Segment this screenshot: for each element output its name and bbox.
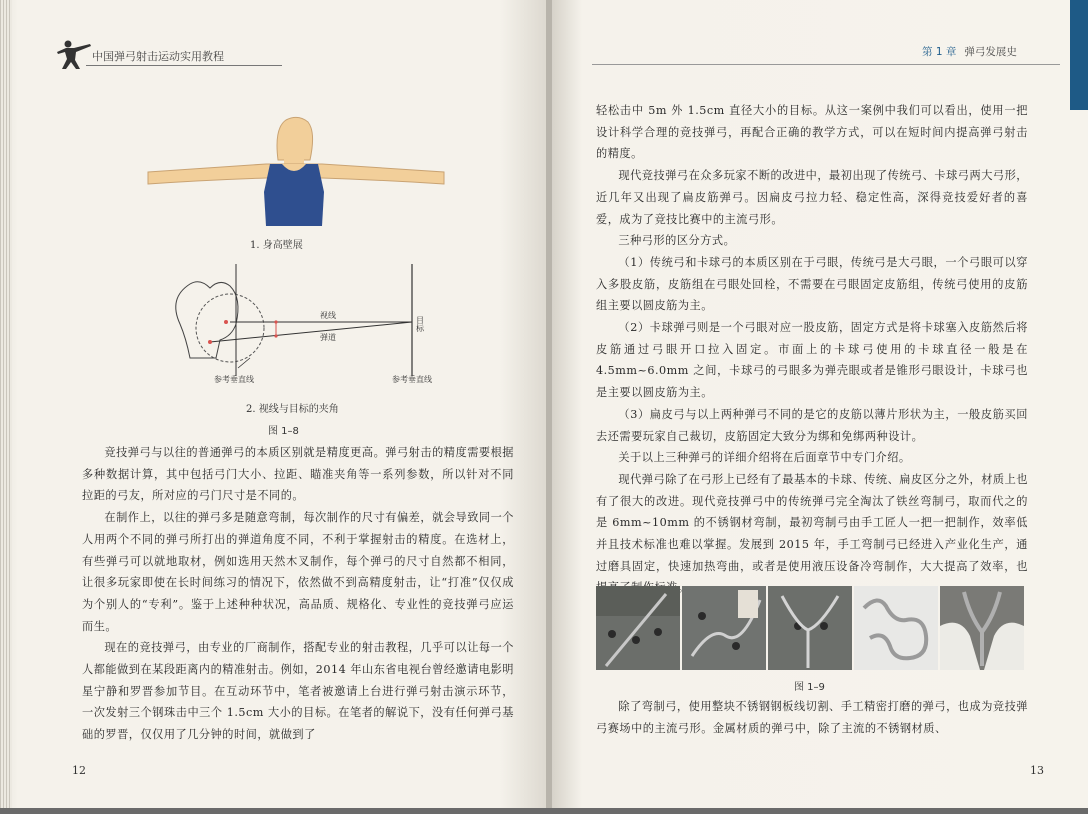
slingshot-bending-photos	[596, 586, 1026, 670]
right-body-text	[596, 100, 1028, 599]
ref-line-left-label: 参考垂直线	[214, 375, 254, 384]
paragraph: 三种弓形的区分方式。	[618, 234, 736, 248]
page-number-right: 13	[1030, 764, 1044, 777]
trajectory-label: 弹道	[320, 333, 336, 342]
page-number-left: 12	[72, 764, 86, 777]
bending-photo-2	[682, 586, 766, 670]
paragraph: 竞技弹弓与以往的普通弹弓的本质区别就是精度更高。弹弓射击的精度需要根据多种数据计算，其中包括弓门大小、拉距、瞄准夹角等一系列参数，所以针对不同拉距的弓友，所对应的弓门尺寸是不同的。	[82, 446, 514, 503]
bending-photo-5	[940, 586, 1024, 670]
right-running-header	[922, 44, 1017, 59]
target-label: 目标	[415, 316, 425, 332]
bending-photo-3	[768, 586, 852, 670]
header-rule	[86, 65, 282, 66]
paragraph: （2）卡球弹弓则是一个弓眼对应一股皮筋，固定方式是将卡球塞入皮筋然后将皮筋通过弓眼开口拉入固定。市面上的卡球弓使用的卡球直径一般是在 4.5mm~6.0mm 之间，卡球弓的弓眼多为弹壳眼或者是锥形弓眼设计，卡球弓也是主要以圆皮筋为主。	[596, 321, 1028, 400]
paragraph: 现代竞技弹弓在众多玩家不断的改进中，最初出现了传统弓、卡球弓两大弓形，近几年又出现了扁皮筋弹弓。因扁皮弓拉力轻、稳定性高，深得竞技爱好者的喜爱，成为了竞技比赛中的主流弓形。	[596, 169, 1028, 226]
paragraph: 关于以上三种弹弓的详细介绍将在后面章节中专门介绍。	[618, 451, 911, 465]
sightline-label: 视线	[320, 311, 336, 320]
sightline-diagram	[150, 258, 450, 386]
arm-span-illustration	[146, 108, 446, 228]
right-page	[552, 0, 1088, 808]
book-bottom-edge	[0, 808, 1088, 814]
paragraph: （1）传统弓和卡球弓的本质区别在于弓眼，传统弓是大弓眼，一个弓眼可以穿入多股皮筋，皮筋组在弓眼处回栓，不需要在弓眼固定皮筋组，传统弓使用的皮筋组主要以圆皮筋为主。	[596, 255, 1028, 313]
chapter-title: 弹弓发展史	[964, 46, 1017, 58]
chapter-number: 第 1 章	[922, 46, 957, 58]
page-edge-stack	[0, 0, 12, 808]
paragraph: 轻松击中 5m 外 1.5cm 直径大小的目标。从这一案例中我们可以看出，使用一把设计科学合理的竞技弹弓，再配合正确的教学方式，可以在短时间内提高弹弓射击的精度。	[596, 104, 1028, 161]
ref-line-right-label: 参考垂直线	[392, 375, 432, 384]
bending-photo-4	[854, 586, 938, 670]
paragraph: 在制作上，以往的弹弓多是随意弯制，每次制作的尺寸有偏差，就会导致同一个人用两个不同的弹弓所打出的弹道角度不同，不利于掌握射击的精度。在选材上，有些弹弓可以就地取材，例如选用天然木叉制作，每个弹弓的尺寸自然都不相同，让很多玩家即使在长时间练习的情况下，依然做不到高精度射击，让“打准”仅仅成为个别人的“专利”。鉴于上述种种状况，高品质、规格化、专业性的竞技弹弓应运而生。	[82, 511, 514, 633]
left-running-header	[56, 38, 246, 68]
figure-caption-arm-span: 1. 身高壁展	[250, 240, 303, 251]
figure-number-1-8: 图 1–8	[268, 426, 299, 437]
paragraph: 除了弯制弓，使用整块不锈钢钢板线切割、手工精密打磨的弹弓，也成为竞技弹弓赛场中的主流弓形。金属材质的弹弓中，除了主流的不锈钢材质、	[596, 700, 1028, 735]
left-page	[0, 0, 548, 808]
figure-number-1-9: 图 1–9	[794, 682, 825, 693]
header-rule	[592, 64, 1060, 65]
left-body-text	[82, 442, 514, 746]
figure-caption-sightline: 2. 视线与目标的夹角	[246, 404, 339, 415]
paragraph: （3）扁皮弓与以上两种弹弓不同的是它的皮筋以薄片形状为主，一般皮筋买回去还需要玩家自己裁切，皮筋固定大致分为绑和免绑两种设计。	[596, 407, 1028, 443]
right-body-text-bottom	[596, 696, 1028, 739]
paragraph: 现代弹弓除了在弓形上已经有了最基本的卡球、传统、扁皮区分之外，材质上也有了很大的改进。现代竞技弹弓中的传统弹弓完全淘汰了铁丝弯制弓，取而代之的是 6mm~10mm 的不锈钢材弯制，最初弯制弓由手工匠人一把一把制作，效率低并且技术标准也难以掌握。发展到 2015 年，手工弯制弓已经进入产业化生产，通过磨具固定，快速加热弯曲，或者是使用液压设备冷弯制作，大大提高了效率，也	[596, 472, 1028, 573]
chapter-tab	[1070, 0, 1088, 110]
paragraph: 现在的竞技弹弓，由专业的厂商制作，搭配专业的射击教程，几乎可以让每一个人都能做到在某段距离内的精准射击。例如，2014 年山东省电视台曾经邀请电影明星宁静和罗晋参加节目。在互动环节中，笔者被邀请上台进行弹弓射击演示环节，一次发射三个钢珠击中三个 1.5cm 大小的目标。在笔者的解说下，没有任何弹弓基础的罗晋，仅仅用了几分钟的时间，就做到了	[82, 641, 514, 742]
book-title: 中国弹弓射击运动实用教程	[92, 50, 224, 63]
bending-photo-1	[596, 586, 680, 670]
